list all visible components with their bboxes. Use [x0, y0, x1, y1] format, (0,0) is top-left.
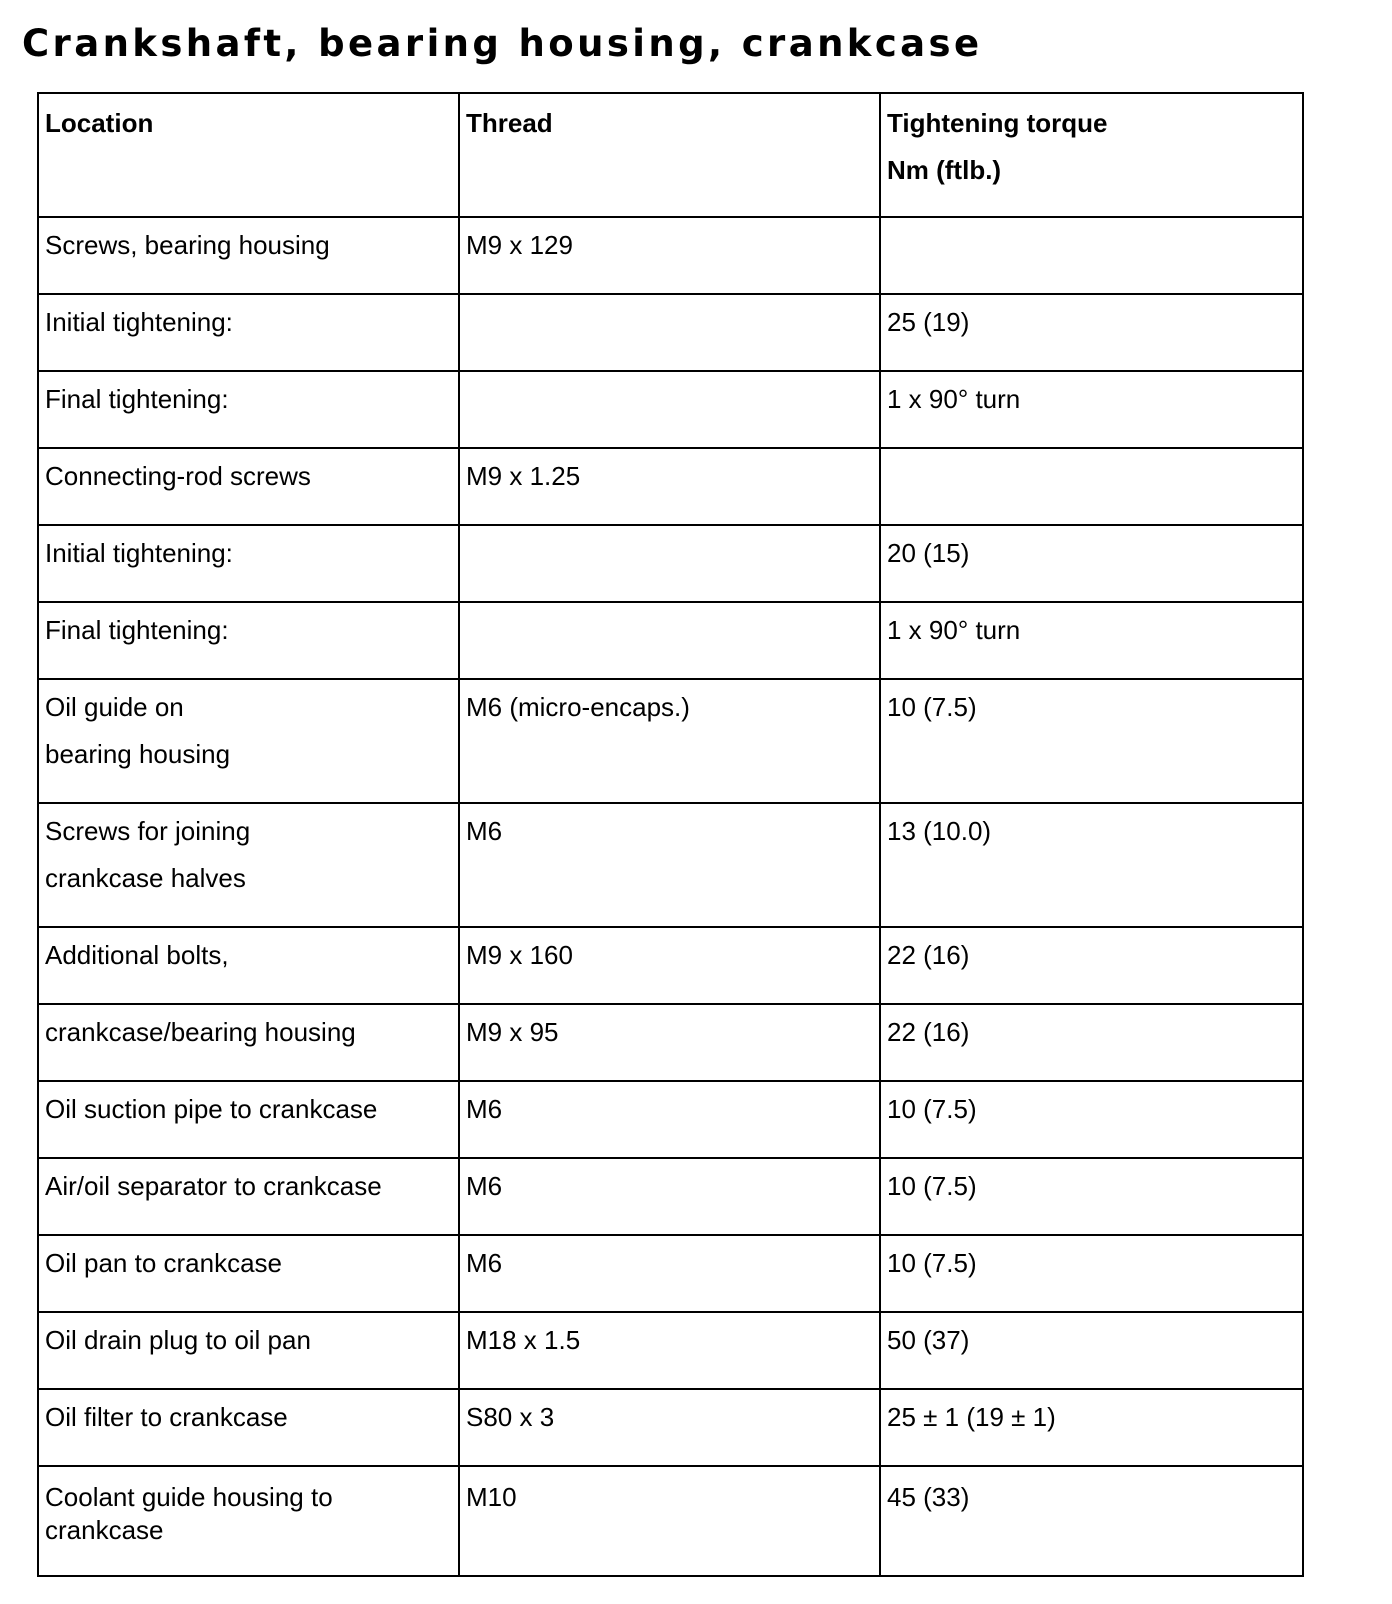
- location-text: Initial tightening:: [45, 538, 233, 568]
- location-text: crankcase: [45, 1515, 164, 1545]
- torque-text: 1 x 90° turn: [887, 384, 1021, 414]
- header-thread-label: Thread: [466, 108, 553, 138]
- cell-location: [38, 217, 459, 294]
- thread-text: M9 x 129: [466, 230, 573, 260]
- table-row: [38, 217, 1303, 294]
- location-text: bearing housing: [45, 739, 231, 769]
- cell-torque: [880, 1389, 1303, 1466]
- cell-torque: [880, 217, 1303, 294]
- cell-location: [38, 1004, 459, 1081]
- cell-torque: [880, 448, 1303, 525]
- table-row: [38, 602, 1303, 679]
- cell-location: [38, 448, 459, 525]
- location-text: Oil drain plug to oil pan: [45, 1325, 311, 1355]
- location-text: Screws, bearing housing: [45, 230, 330, 260]
- cell-location: [38, 1312, 459, 1389]
- cell-thread: [459, 602, 880, 679]
- cell-thread: [459, 448, 880, 525]
- location-text: crankcase/bearing housing: [45, 1017, 356, 1047]
- torque-text: 25 ± 1 (19 ± 1): [887, 1402, 1056, 1432]
- thread-text: M6 (micro-encaps.): [466, 692, 690, 722]
- cell-location: [38, 679, 459, 803]
- location-text: Final tightening:: [45, 384, 229, 414]
- table-row: [38, 1466, 1303, 1576]
- cell-location: [38, 525, 459, 602]
- thread-text: S80 x 3: [466, 1402, 555, 1432]
- location-text: Oil suction pipe to crankcase: [45, 1094, 378, 1124]
- thread-text: M6: [466, 816, 503, 846]
- cell-location: [38, 602, 459, 679]
- cell-location: [38, 371, 459, 448]
- cell-torque: [880, 1312, 1303, 1389]
- table-row: [38, 679, 1303, 803]
- torque-text: 1 x 90° turn: [887, 615, 1021, 645]
- cell-location: [38, 1235, 459, 1312]
- table-row: [38, 1389, 1303, 1466]
- cell-location: [38, 1158, 459, 1235]
- location-text: Final tightening:: [45, 615, 229, 645]
- torque-text: 10 (7.5): [887, 1248, 977, 1278]
- table-row: [38, 1312, 1303, 1389]
- cell-thread: [459, 1158, 880, 1235]
- page-title: Crankshaft, bearing housing, crankcase: [22, 22, 983, 65]
- cell-thread: [459, 371, 880, 448]
- location-text: Oil filter to crankcase: [45, 1402, 288, 1432]
- cell-thread: [459, 294, 880, 371]
- cell-torque: [880, 927, 1303, 1004]
- header-thread: [459, 93, 880, 217]
- torque-text: 25 (19): [887, 307, 970, 337]
- cell-thread: [459, 1312, 880, 1389]
- cell-thread: [459, 1235, 880, 1312]
- cell-torque: [880, 803, 1303, 927]
- thread-text: M9 x 160: [466, 940, 573, 970]
- torque-table: [37, 92, 1304, 1577]
- thread-text: M18 x 1.5: [466, 1325, 581, 1355]
- cell-location: [38, 803, 459, 927]
- cell-torque: [880, 602, 1303, 679]
- cell-torque: [880, 1466, 1303, 1576]
- header-torque-label: Tightening torque: [887, 108, 1108, 138]
- header-location: [38, 93, 459, 217]
- thread-text: M6: [466, 1248, 503, 1278]
- cell-thread: [459, 803, 880, 927]
- header-location-label: Location: [45, 108, 154, 138]
- torque-text: 20 (15): [887, 538, 970, 568]
- cell-location: [38, 1389, 459, 1466]
- location-text: Air/oil separator to crankcase: [45, 1171, 382, 1201]
- location-text: Additional bolts,: [45, 940, 229, 970]
- torque-text: 50 (37): [887, 1325, 970, 1355]
- location-text: Coolant guide housing to: [45, 1482, 333, 1512]
- table-row: [38, 803, 1303, 927]
- thread-text: M6: [466, 1094, 503, 1124]
- table-row: [38, 1235, 1303, 1312]
- torque-text: 10 (7.5): [887, 692, 977, 722]
- table-row: [38, 294, 1303, 371]
- location-text: Oil guide on: [45, 692, 184, 722]
- table-row: [38, 1081, 1303, 1158]
- torque-text: 10 (7.5): [887, 1094, 977, 1124]
- thread-text: M6: [466, 1171, 503, 1201]
- thread-text: M9 x 95: [466, 1017, 559, 1047]
- table-header-row: [38, 93, 1303, 217]
- cell-thread: [459, 525, 880, 602]
- location-text: crankcase halves: [45, 863, 246, 893]
- cell-thread: [459, 1004, 880, 1081]
- torque-text: 45 (33): [887, 1482, 970, 1512]
- location-text: Oil pan to crankcase: [45, 1248, 283, 1278]
- table-row: [38, 927, 1303, 1004]
- torque-text: 10 (7.5): [887, 1171, 977, 1201]
- thread-text: M9 x 1.25: [466, 461, 581, 491]
- table-row: [38, 448, 1303, 525]
- cell-torque: [880, 1158, 1303, 1235]
- cell-location: [38, 1466, 459, 1576]
- cell-location: [38, 294, 459, 371]
- header-torque: [880, 93, 1303, 217]
- cell-torque: [880, 371, 1303, 448]
- location-text: Screws for joining: [45, 816, 251, 846]
- cell-torque: [880, 679, 1303, 803]
- cell-thread: [459, 1389, 880, 1466]
- cell-torque: [880, 1235, 1303, 1312]
- location-text: Initial tightening:: [45, 307, 233, 337]
- cell-thread: [459, 1081, 880, 1158]
- cell-thread: [459, 217, 880, 294]
- table-row: [38, 371, 1303, 448]
- cell-location: [38, 927, 459, 1004]
- torque-text: 22 (16): [887, 940, 970, 970]
- cell-torque: [880, 1004, 1303, 1081]
- table-row: [38, 1158, 1303, 1235]
- cell-thread: [459, 679, 880, 803]
- cell-torque: [880, 525, 1303, 602]
- location-text: Connecting-rod screws: [45, 461, 311, 491]
- cell-thread: [459, 1466, 880, 1576]
- table-row: [38, 525, 1303, 602]
- torque-text: 22 (16): [887, 1017, 970, 1047]
- cell-torque: [880, 1081, 1303, 1158]
- header-torque-unit: Nm (ftlb.): [887, 155, 1002, 185]
- thread-text: M10: [466, 1482, 517, 1512]
- cell-location: [38, 1081, 459, 1158]
- table-row: [38, 1004, 1303, 1081]
- cell-torque: [880, 294, 1303, 371]
- torque-text: 13 (10.0): [887, 816, 992, 846]
- cell-thread: [459, 927, 880, 1004]
